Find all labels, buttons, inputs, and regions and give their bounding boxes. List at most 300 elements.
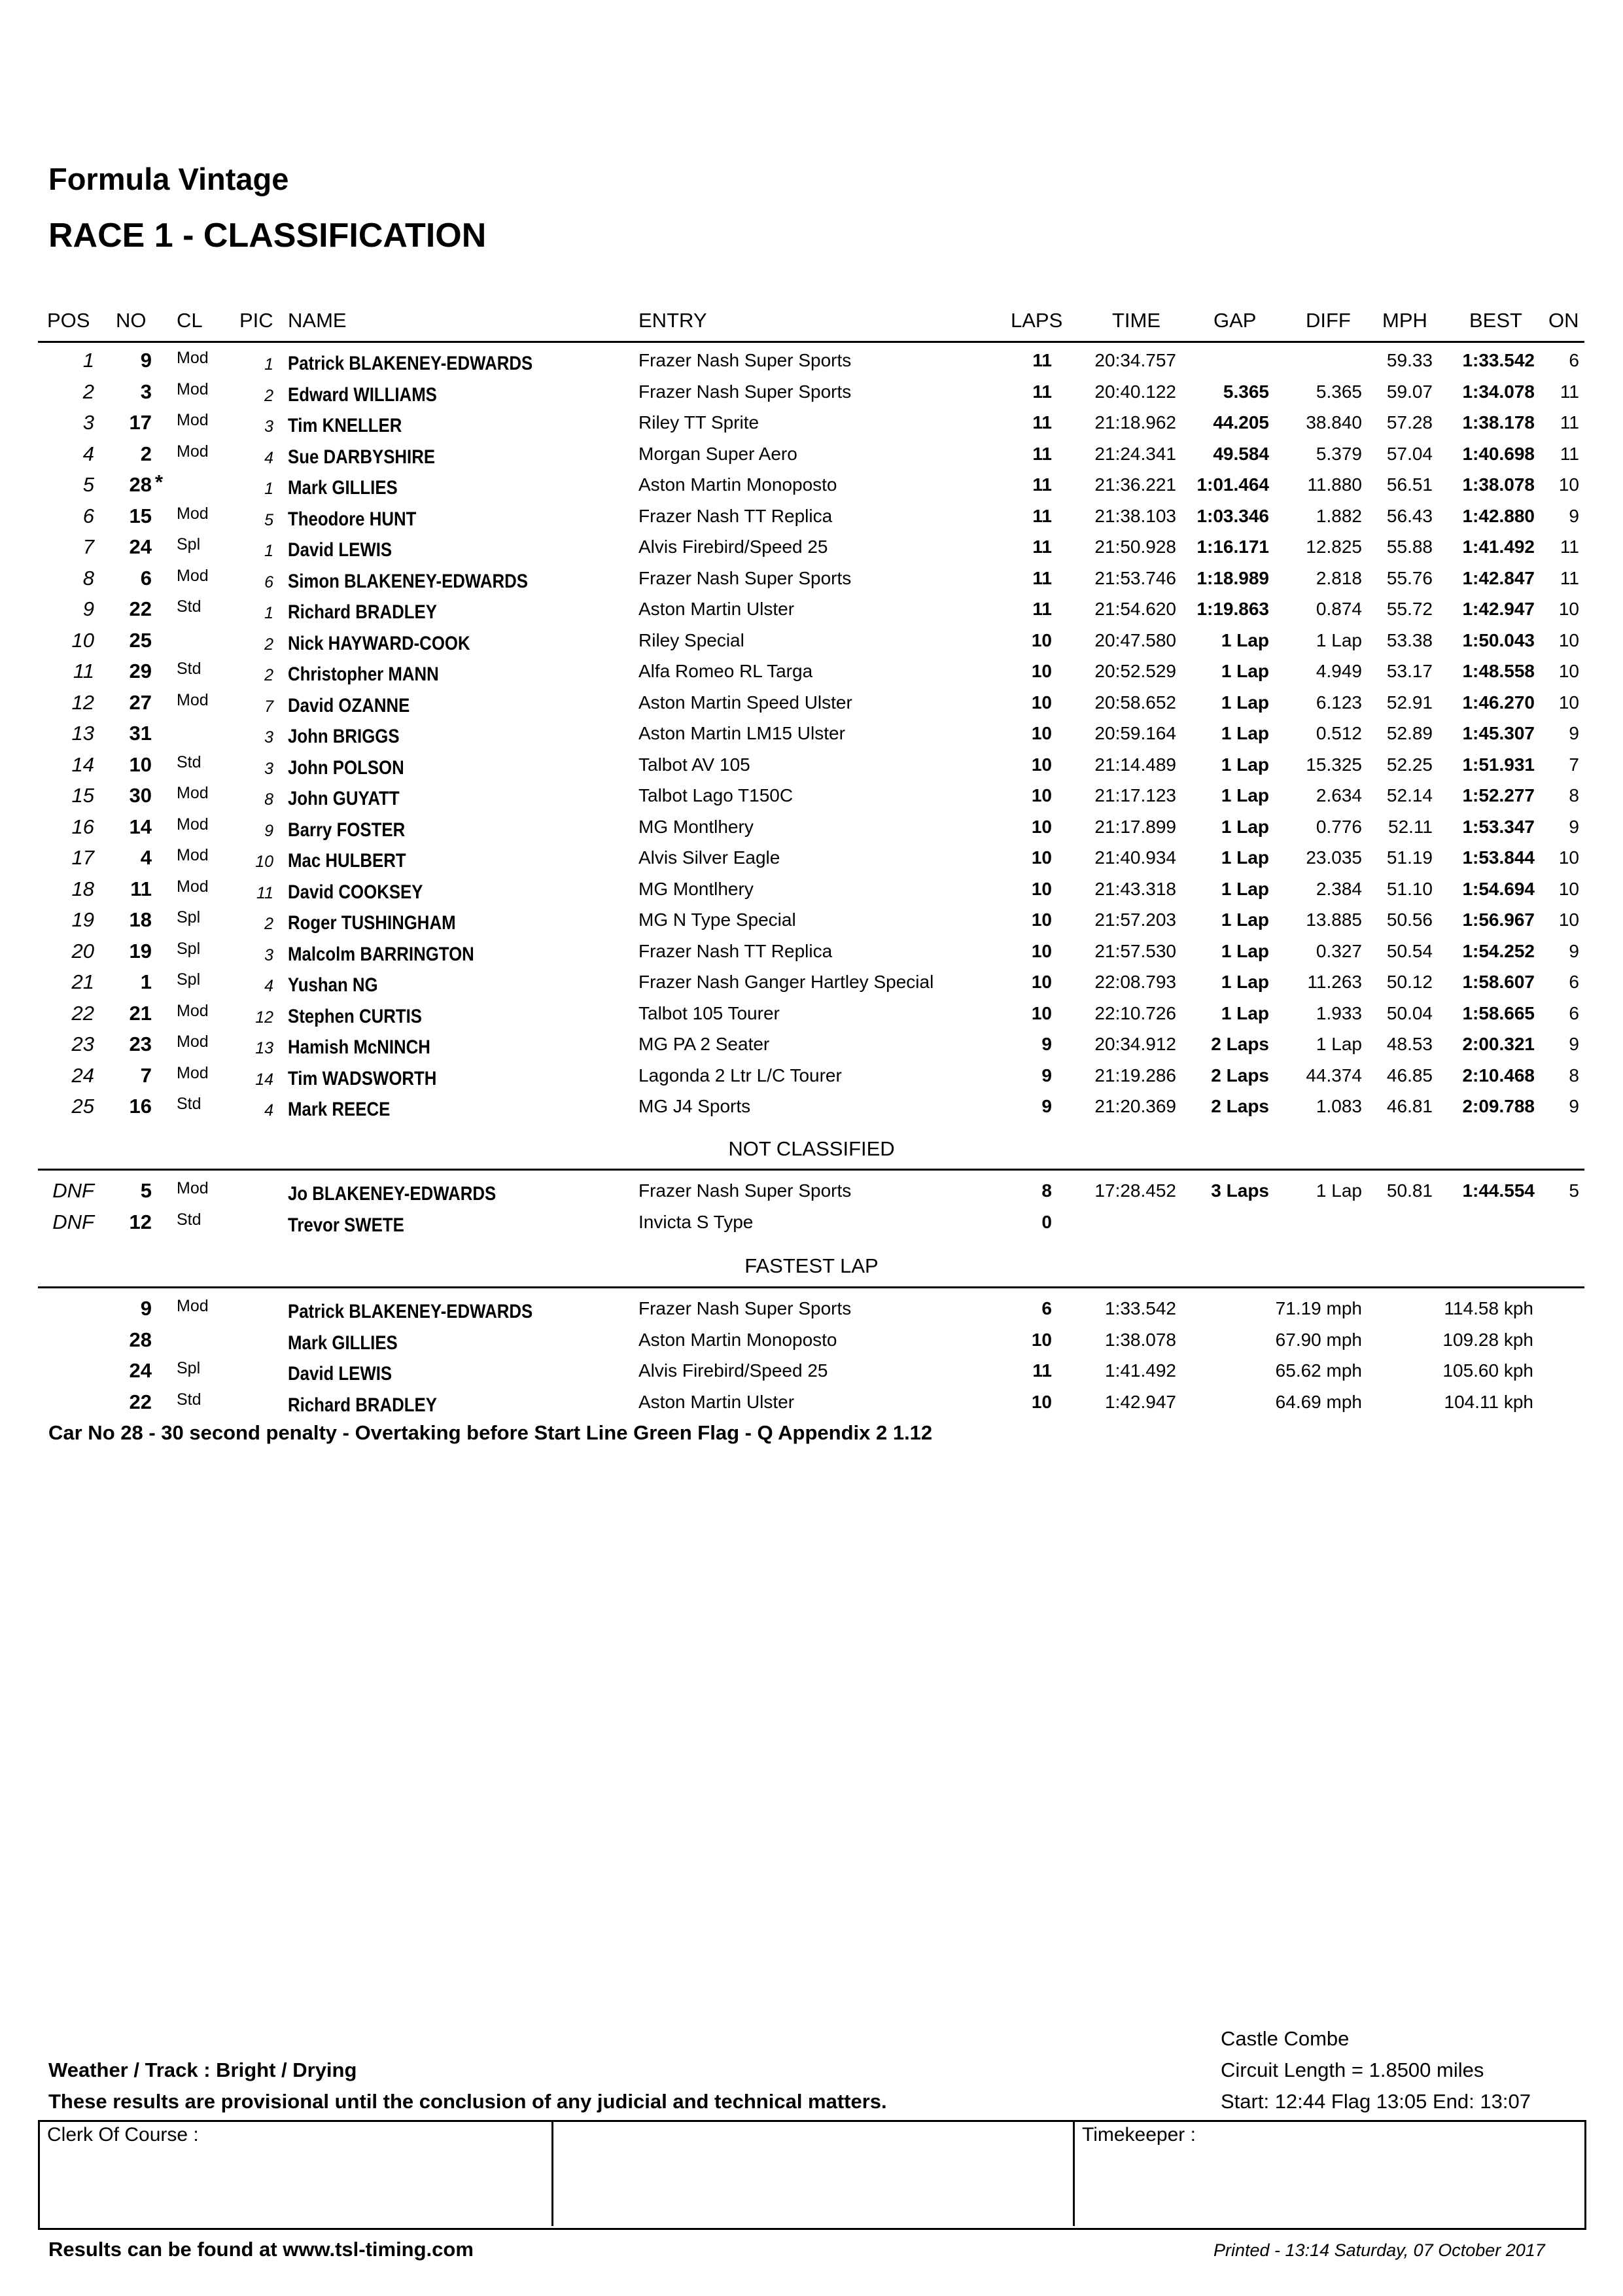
car-number: 1 [140,970,152,993]
signature-box [38,2120,1586,2230]
mph: 50.04 [1386,1002,1433,1023]
mph: 52.25 [1386,754,1433,775]
car-entry: Alvis Firebird/Speed 25 [638,1360,828,1381]
position: 11 [73,660,94,682]
car-number: 6 [140,566,152,590]
car-entry: Frazer Nash TT Replica [638,940,833,961]
col-name-header: NAME [288,309,347,332]
position: 20 [71,939,94,963]
col-entry-header: ENTRY [638,309,707,332]
laps: 10 [1031,972,1052,992]
class: Mod [177,690,209,709]
best-on-lap: 10 [1558,847,1579,868]
car-entry: Talbot 105 Tourer [638,1002,780,1023]
timekeeper-label: Timekeeper : [1082,2124,1196,2146]
race-time: 21:54.620 [1094,599,1176,619]
diff: 0.874 [1316,599,1362,619]
position-in-class: 4 [264,448,273,467]
car-number: 9 [140,1297,152,1320]
gap: 1:16.171 [1196,537,1269,557]
best-on-lap: 11 [1560,381,1579,402]
race-time: 21:38.103 [1094,505,1176,526]
gap: 1 Lap [1221,940,1269,961]
driver-name: Nick HAYWARD-COOK [288,632,470,654]
mph: 53.38 [1386,629,1433,650]
best-lap: 1:42.847 [1462,567,1535,588]
driver-name: John GUYATT [288,788,400,809]
diff: 13.885 [1306,910,1362,930]
best-lap: 1:41.492 [1462,537,1535,557]
best-lap: 1:45.307 [1462,723,1535,743]
car-entry: Alfa Romeo RL Targa [638,661,813,681]
car-number: 22 [129,1390,152,1413]
position: 21 [71,970,94,993]
best-on-lap: 10 [1558,599,1579,619]
race-time: 17:28.452 [1094,1180,1176,1201]
race-time: 21:19.286 [1094,1065,1176,1086]
car-entry: Frazer Nash Super Sports [638,567,852,588]
weather: Weather / Track : Bright / Drying [48,2058,357,2081]
gap: 1 Lap [1221,754,1269,775]
mph: 55.72 [1386,599,1433,619]
laps: 10 [1031,910,1052,930]
best-on-lap: 9 [1569,816,1579,837]
position-in-class: 2 [264,915,273,933]
class: Spl [177,939,201,958]
position: DNF [52,1210,94,1233]
fastest-lap-time: 1:41.492 [1105,1360,1176,1381]
position-in-class: 2 [264,635,273,654]
diff: 1.933 [1316,1002,1362,1023]
car-number: 28 [129,473,152,496]
car-number: 5 [140,1179,152,1202]
driver-name: Roger TUSHINGHAM [288,912,456,934]
best-lap: 1:42.947 [1462,599,1535,619]
driver-name: David LEWIS [288,539,393,561]
mph: 55.88 [1386,537,1433,557]
position: 14 [71,752,94,776]
laps: 10 [1031,816,1052,837]
diff: 4.949 [1316,661,1362,681]
car-entry: MG Montlhery [638,878,754,899]
class: Spl [177,535,201,554]
diff: 1 Lap [1316,1180,1362,1201]
class: Mod [177,349,209,367]
best-lap: 1:38.178 [1462,412,1535,433]
car-entry: Alvis Firebird/Speed 25 [638,537,828,557]
diff: 0.512 [1316,723,1362,743]
mph: 56.43 [1386,505,1433,526]
laps: 11 [1032,474,1052,495]
best-on-lap: 9 [1569,723,1579,743]
class: Spl [177,908,201,927]
laps: 0 [1041,1211,1052,1232]
circuit-length: Circuit Length = 1.8500 miles [1221,2058,1484,2081]
mph: 52.91 [1386,692,1433,713]
table-row [0,438,1623,469]
best-lap: 1:38.078 [1462,474,1535,495]
mph: 50.12 [1386,972,1433,992]
driver-name: Mac HULBERT [288,850,406,872]
col-gap-header: GAP [1213,309,1257,332]
best-lap: 1:48.558 [1462,661,1535,681]
driver-name: Tim KNELLER [288,415,402,436]
position-in-class: 2 [264,386,273,405]
table-row [0,1091,1623,1122]
fastest-lap-number: 6 [1041,1298,1052,1318]
table-row [0,501,1623,531]
penalty-note: Car No 28 - 30 second penalty - Overtaking before Start Line Green Flag - Q Appendix 2 1.12 [48,1421,933,1444]
venue: Castle Combe [1221,2027,1350,2050]
laps: 11 [1032,505,1052,526]
gap: 49.584 [1213,443,1269,464]
diff: 12.825 [1306,537,1362,557]
best-lap: 1:51.931 [1462,754,1535,775]
position: 19 [71,908,94,931]
mph: 51.19 [1386,847,1433,868]
race-time: 21:43.318 [1094,878,1176,899]
car-entry: Invicta S Type [638,1211,754,1232]
fastest-lap-kph: 105.60 kph [1442,1360,1533,1381]
car-number: 15 [129,504,152,527]
best-lap: 2:09.788 [1462,1096,1535,1116]
best-on-lap: 10 [1558,661,1579,681]
mph: 59.07 [1386,381,1433,402]
position: 12 [71,690,94,714]
class: Spl [177,970,201,989]
gap: 1 Lap [1221,661,1269,681]
position-in-class: 4 [264,1101,273,1120]
not-classified-divider [38,1169,1584,1171]
best-on-lap: 11 [1560,412,1579,433]
car-number: 14 [129,815,152,838]
race-time: 21:24.341 [1094,443,1176,464]
position-in-class: 2 [264,666,273,684]
table-row [0,531,1623,562]
class: Std [177,752,201,771]
driver-name: David OZANNE [288,694,410,716]
diff: 11.880 [1307,474,1362,495]
position-in-class: 1 [264,480,273,498]
car-number: 2 [140,442,152,465]
position: 10 [71,628,94,652]
fastest-lap-number: 10 [1031,1329,1052,1350]
table-row [0,656,1623,686]
best-on-lap: 9 [1569,940,1579,961]
class: Std [177,597,201,616]
position-in-class: 1 [264,355,273,374]
clerk-of-course-label: Clerk Of Course : [47,2124,199,2146]
page-title: RACE 1 - CLASSIFICATION [48,217,487,255]
car-entry: Aston Martin Monoposto [638,1329,837,1350]
class: Mod [177,442,209,461]
car-number: 10 [129,752,152,776]
best-lap: 2:10.468 [1462,1065,1535,1086]
laps: 11 [1032,599,1052,619]
table-row [0,998,1623,1029]
table-row [0,1029,1623,1059]
printed-timestamp: Printed - 13:14 Saturday, 07 October 2017 [1213,2240,1545,2260]
mph: 50.81 [1386,1180,1433,1201]
car-entry: MG Montlhery [638,816,754,837]
col-diff-header: DIFF [1306,309,1351,332]
race-time: 22:08.793 [1094,972,1176,992]
car-entry: Aston Martin Ulster [638,1391,795,1412]
laps: 10 [1031,785,1052,805]
car-entry: Talbot Lago T150C [638,785,794,805]
col-pos-header: POS [47,309,90,332]
laps: 10 [1031,940,1052,961]
laps: 10 [1031,1002,1052,1023]
diff: 23.035 [1306,847,1362,868]
driver-name: John BRIGGS [288,726,400,747]
mph: 57.28 [1386,412,1433,433]
table-row [0,904,1623,935]
laps: 9 [1041,1034,1052,1054]
gap: 2 Laps [1211,1034,1269,1054]
mph: 53.17 [1386,661,1433,681]
table-row [0,345,1623,376]
gap: 1:01.464 [1196,474,1269,495]
driver-name: Simon BLAKENEY-EDWARDS [288,570,528,592]
race-time: 20:47.580 [1094,629,1176,650]
class: Mod [177,1001,209,1020]
best-on-lap: 11 [1560,537,1579,557]
diff: 38.840 [1306,412,1362,433]
best-lap: 2:00.321 [1462,1034,1535,1054]
position: 8 [82,566,94,590]
car-number: 28 [129,1328,152,1351]
best-lap: 1:58.607 [1462,972,1535,992]
laps: 10 [1031,754,1052,775]
driver-name: Barry FOSTER [288,819,406,841]
car-number: 29 [129,660,152,682]
table-row [0,966,1623,997]
race-time: 21:20.369 [1094,1096,1176,1116]
mph: 46.81 [1386,1096,1433,1116]
class: Std [177,1095,201,1113]
signature-box-divider-2 [1073,2120,1075,2226]
car-number: 17 [129,411,152,434]
laps: 11 [1032,567,1052,588]
race-time: 20:59.164 [1094,723,1176,743]
table-row [0,1355,1623,1386]
position: 5 [82,473,94,496]
race-time: 20:34.912 [1094,1034,1176,1054]
class: Mod [177,566,209,585]
class: Mod [177,380,209,398]
diff: 1.882 [1316,505,1362,526]
signature-box-divider-1 [551,2120,553,2226]
driver-name: Patrick BLAKENEY-EDWARDS [288,1301,533,1322]
position-in-class: 1 [264,542,273,560]
laps: 11 [1032,412,1052,433]
gap: 5.365 [1223,381,1269,402]
table-row [0,1175,1623,1206]
position: 1 [82,349,94,372]
position-in-class: 3 [264,759,273,778]
best-on-lap: 10 [1558,910,1579,930]
class: Mod [177,1033,209,1051]
car-entry: Riley TT Sprite [638,412,759,433]
col-best-header: BEST [1469,309,1522,332]
col-pic-header: PIC [239,309,273,332]
driver-name: Stephen CURTIS [288,1005,422,1027]
diff: 2.634 [1316,785,1362,805]
car-number: 24 [129,1359,152,1382]
table-row [0,1293,1623,1324]
race-time: 22:10.726 [1094,1002,1176,1023]
mph: 51.10 [1386,878,1433,899]
position: 3 [82,411,94,434]
position: 24 [71,1063,94,1087]
race-time: 21:18.962 [1094,412,1176,433]
driver-name: David LEWIS [288,1363,393,1385]
col-laps-header: LAPS [1011,309,1063,332]
car-number: 4 [140,846,152,869]
driver-name: Theodore HUNT [288,508,417,530]
diff: 0.327 [1316,940,1362,961]
mph: 46.85 [1386,1065,1433,1086]
laps: 9 [1041,1065,1052,1086]
best-lap: 1:53.844 [1462,847,1535,868]
driver-name: Richard BRADLEY [288,601,437,623]
car-entry: Aston Martin Ulster [638,599,795,619]
position: 13 [71,722,94,745]
mph: 50.56 [1386,910,1433,930]
position: DNF [52,1179,94,1202]
table-row [0,811,1623,842]
driver-name: John POLSON [288,756,404,779]
gap: 1 Lap [1221,629,1269,650]
diff: 5.379 [1316,443,1362,464]
class: Mod [177,815,209,834]
position-in-class: 3 [264,945,273,964]
mph: 59.33 [1386,350,1433,370]
position: 23 [71,1033,94,1055]
best-lap: 1:54.252 [1462,940,1535,961]
mph: 56.51 [1386,474,1433,495]
position-in-class: 12 [255,1008,273,1027]
fastest-lap-kph: 109.28 kph [1442,1329,1533,1350]
best-on-lap: 11 [1560,567,1579,588]
diff: 1.083 [1316,1096,1362,1116]
position-in-class: 14 [255,1070,273,1089]
best-lap: 1:54.694 [1462,878,1535,899]
race-time: 21:53.746 [1094,567,1176,588]
best-lap: 1:53.347 [1462,816,1535,837]
race-time: 20:52.529 [1094,661,1176,681]
laps: 10 [1031,847,1052,868]
position: 4 [82,442,94,465]
fastest-lap-heading: FASTEST LAP [744,1254,879,1277]
driver-name: Mark GILLIES [288,1332,398,1354]
fastest-lap-number: 11 [1032,1360,1052,1381]
col-on-header: ON [1548,309,1579,332]
driver-name: Christopher MANN [288,663,439,685]
position-in-class: 3 [264,728,273,747]
driver-name: Mark GILLIES [288,477,398,499]
mph: 52.89 [1386,723,1433,743]
gap: 2 Laps [1211,1065,1269,1086]
class: Mod [177,504,209,523]
best-lap: 1:34.078 [1462,381,1535,402]
class: Std [177,660,201,678]
session-times: Start: 12:44 Flag 13:05 End: 13:07 [1221,2090,1531,2113]
driver-name: Tim WADSWORTH [288,1067,437,1089]
laps: 10 [1031,629,1052,650]
car-entry: Aston Martin Monoposto [638,474,837,495]
position-in-class: 9 [264,821,273,840]
fastest-lap-mph: 71.19 mph [1275,1298,1362,1318]
class: Mod [177,877,209,896]
position: 18 [71,877,94,900]
position-in-class: 7 [264,697,273,716]
race-time: 20:40.122 [1094,381,1176,402]
diff: 5.365 [1316,381,1362,402]
diff: 15.325 [1306,754,1362,775]
laps: 10 [1031,692,1052,713]
driver-name: Patrick BLAKENEY-EDWARDS [288,353,533,374]
fastest-lap-number: 10 [1031,1391,1052,1412]
position: 25 [71,1095,94,1118]
diff: 2.818 [1316,567,1362,588]
car-entry: Frazer Nash Super Sports [638,350,852,370]
table-row [0,1386,1623,1417]
gap: 1 Lap [1221,692,1269,713]
car-entry: Frazer Nash Ganger Hartley Special [638,972,934,992]
driver-name: Sue DARBYSHIRE [288,446,436,468]
position-in-class: 6 [264,573,273,592]
gap: 3 Laps [1211,1180,1269,1201]
class: Mod [177,1179,209,1197]
diff: 2.384 [1316,878,1362,899]
car-number: 23 [129,1033,152,1055]
table-row [0,593,1623,624]
car-entry: Aston Martin LM15 Ulster [638,723,845,743]
best-on-lap: 10 [1558,474,1579,495]
best-on-lap: 9 [1569,1096,1579,1116]
best-on-lap: 10 [1558,629,1579,650]
position-in-class: 5 [264,510,273,529]
table-row [0,780,1623,811]
position-in-class: 13 [255,1039,273,1057]
fastest-lap-mph: 64.69 mph [1275,1391,1362,1412]
best-lap: 1:46.270 [1462,692,1535,713]
car-entry: Riley Special [638,629,744,650]
table-row [0,625,1623,656]
car-number: 25 [129,628,152,652]
table-row [0,563,1623,593]
laps: 11 [1032,350,1052,370]
position: 17 [71,846,94,869]
best-lap: 1:44.554 [1462,1180,1535,1201]
diff: 1 Lap [1316,1034,1362,1054]
best-lap: 1:33.542 [1462,350,1535,370]
race-time: 20:58.652 [1094,692,1176,713]
position: 7 [82,535,94,558]
class: Mod [177,846,209,864]
best-lap: 1:42.880 [1462,505,1535,526]
car-entry: Frazer Nash TT Replica [638,505,833,526]
col-mph-header: MPH [1382,309,1427,332]
car-entry: MG N Type Special [638,910,796,930]
fastest-lap-divider [38,1286,1584,1288]
table-row [0,687,1623,718]
best-on-lap: 10 [1558,878,1579,899]
best-on-lap: 8 [1569,1065,1579,1086]
best-lap: 1:52.277 [1462,785,1535,805]
